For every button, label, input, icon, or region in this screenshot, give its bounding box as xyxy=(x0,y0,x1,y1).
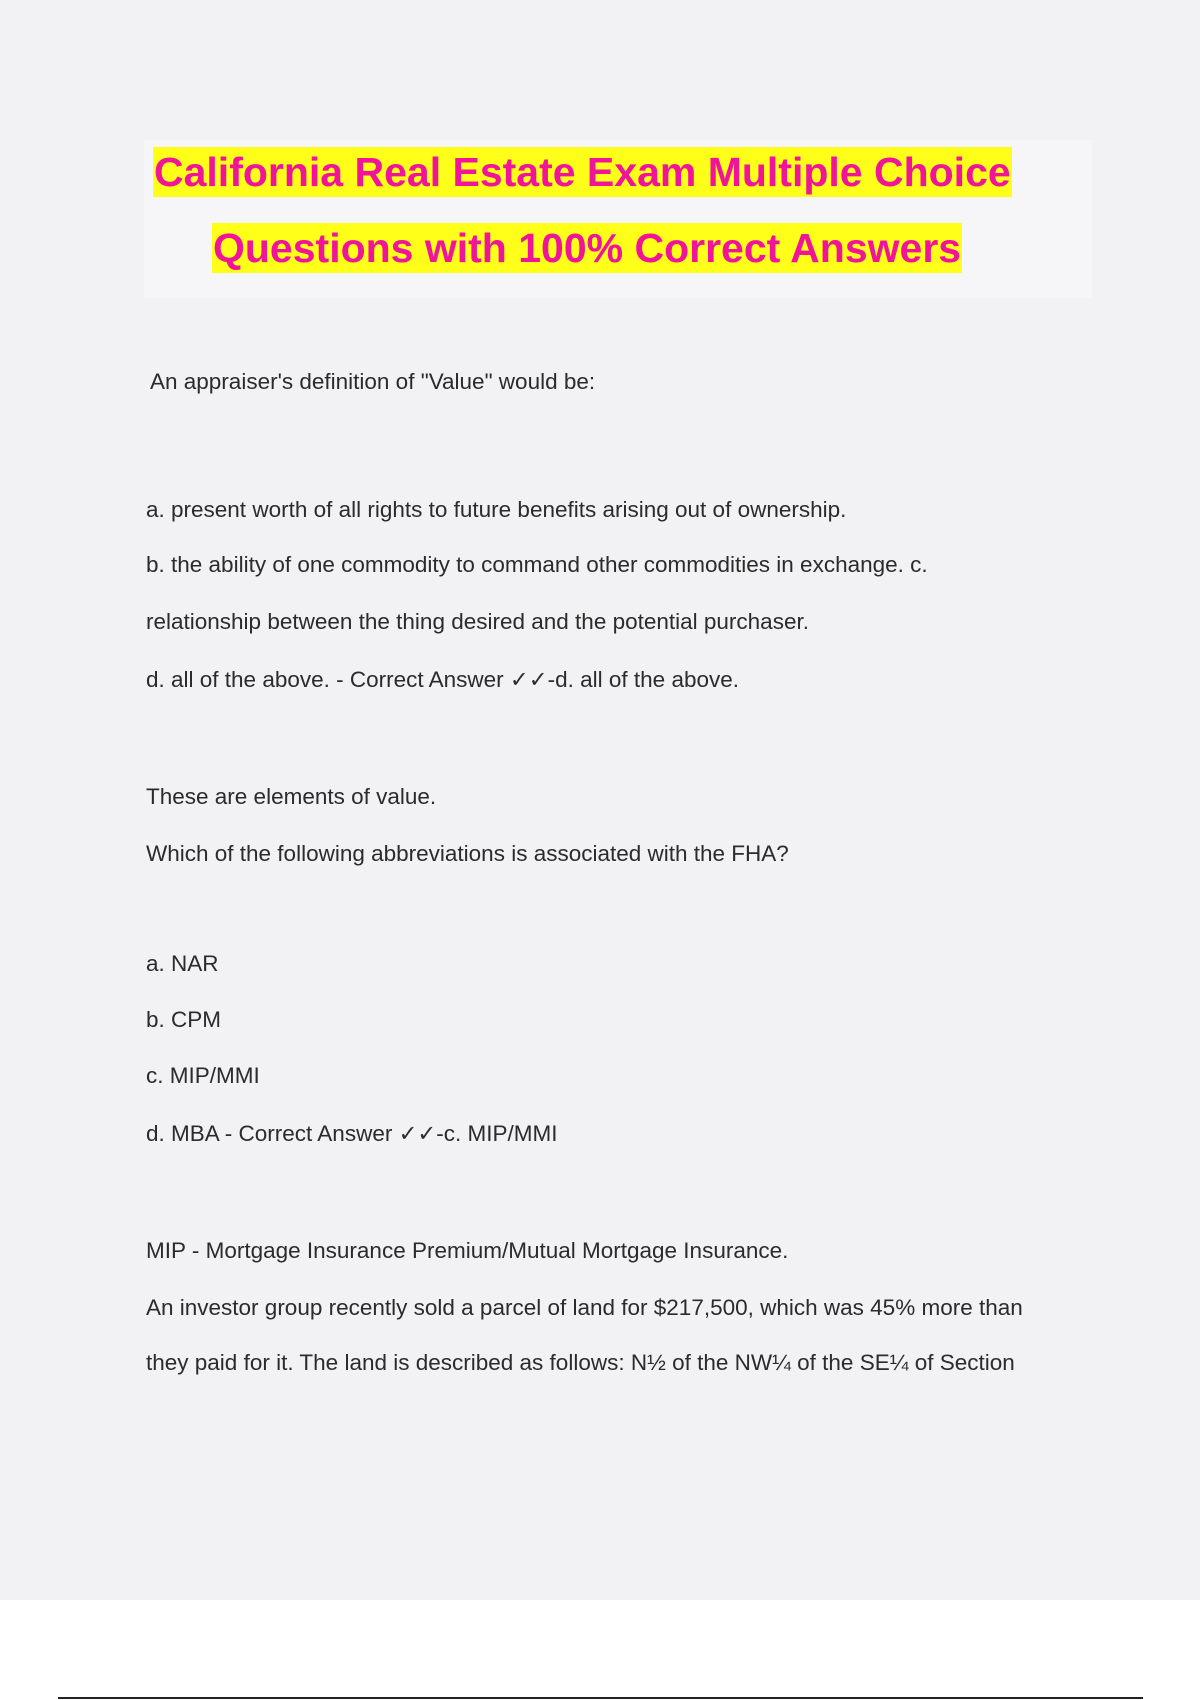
question-3-text-line-2: they paid for it. The land is described as follows: N½ of the NW¼ of the SE¼ of Section xyxy=(146,1350,1015,1375)
question-2-explanation: MIP - Mortgage Insurance Premium/Mutual Mortgage Insurance. xyxy=(146,1238,789,1263)
question-1-text: An appraiser's definition of "Value" would be: xyxy=(150,369,596,394)
question-2-option-a: a. NAR xyxy=(146,951,219,976)
question-1-option-c: relationship between the thing desired and the potential purchaser. xyxy=(146,609,809,634)
document-title-line-1: California Real Estate Exam Multiple Choice xyxy=(154,149,1011,195)
question-2-text: Which of the following abbreviations is associated with the FHA? xyxy=(146,841,789,866)
question-1-option-a: a. present worth of all rights to future benefits arising out of ownership. xyxy=(146,497,847,522)
footer-divider xyxy=(58,1697,1143,1699)
question-1-explanation: These are elements of value. xyxy=(146,784,437,809)
question-2-option-b: b. CPM xyxy=(146,1007,222,1032)
question-2-option-c: c. MIP/MMI xyxy=(146,1063,260,1088)
question-1-answer: d. all of the above. - Correct Answer ✓✓-d. all of the above. xyxy=(146,667,739,692)
question-2-answer: d. MBA - Correct Answer ✓✓-c. MIP/MMI xyxy=(146,1121,558,1146)
question-1-option-b: b. the ability of one commodity to command other commodities in exchange. c. xyxy=(146,552,928,577)
question-3-text-line-1: An investor group recently sold a parcel of land for $217,500, which was 45% more than xyxy=(146,1295,1023,1320)
title-block xyxy=(144,140,1092,298)
document-title-line-2: Questions with 100% Correct Answers xyxy=(213,225,962,271)
